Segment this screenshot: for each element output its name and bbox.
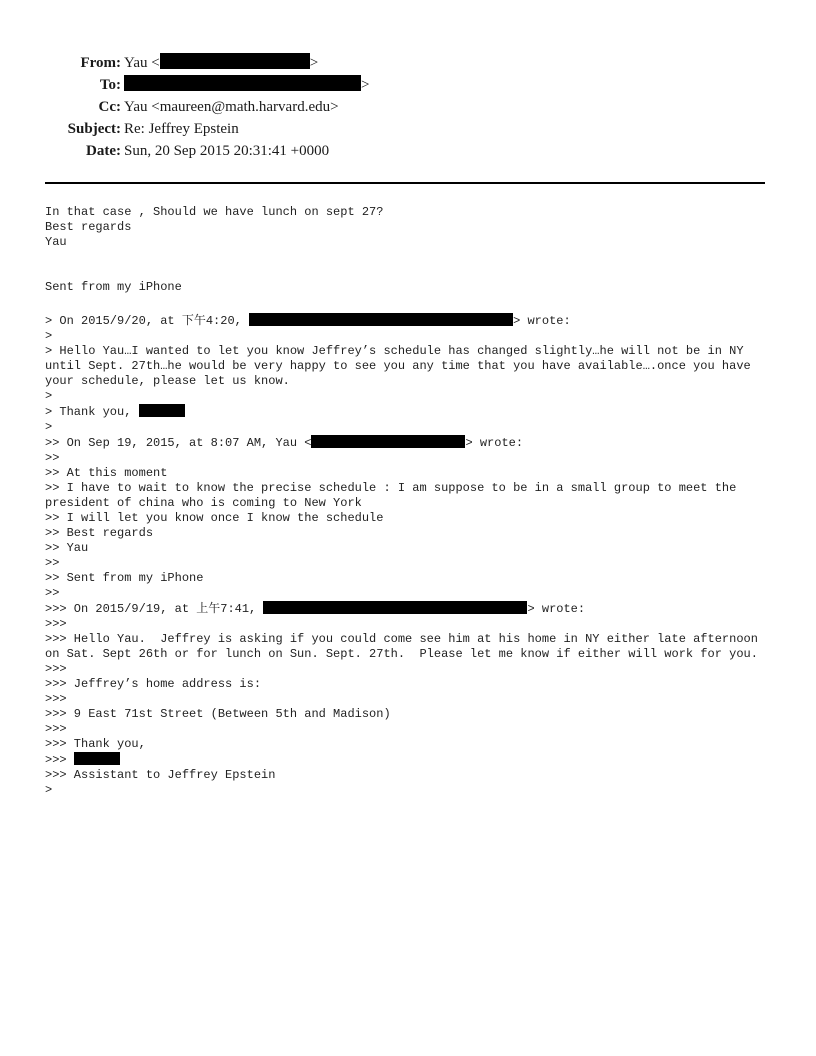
from-value: [124, 52, 318, 74]
quote-header-cjk: 上午: [196, 601, 221, 615]
quote-line: >> I have to wait to know the precise schedule : I am suppose to be in a small group to meet the president of china who is coming to New York: [45, 481, 744, 510]
quote-header-prefix: > On 2015/9/20, at: [45, 314, 182, 328]
subject-label: Subject:: [67, 121, 121, 137]
to-value: [124, 74, 369, 96]
cc-value: Yau <maureen@math.harvard.edu>: [124, 99, 339, 115]
quote-header-prefix: >>> On 2015/9/19, at: [45, 602, 197, 616]
quote-header-prefix: >> On Sep 19, 2015, at 8:07 AM, Yau <: [45, 436, 312, 450]
quote-line: >>> Assistant to Jeffrey Epstein: [45, 768, 276, 782]
thanks-text: > Thank you,: [45, 405, 139, 419]
quote-line: >> Yau: [45, 541, 89, 555]
quote-line: >>: [45, 451, 60, 465]
blank-line: [45, 265, 775, 280]
quote-line: >> Best regards: [45, 526, 154, 540]
quote-line: >: [45, 389, 53, 403]
header-divider: [45, 182, 765, 184]
to-close: >: [361, 77, 370, 93]
email-body: [45, 205, 775, 798]
quote-line: >>: [45, 556, 60, 570]
quote-header-suffix: > wrote:: [527, 602, 586, 616]
quote-line: >>> Thank you,: [45, 737, 146, 751]
quote-line: >> Sent from my iPhone: [45, 571, 204, 585]
body-line: Best regards: [45, 220, 132, 234]
quote-line: >>: [45, 586, 60, 600]
date-value: Sun, 20 Sep 2015 20:31:41 +0000: [124, 143, 330, 159]
body-line: In that case , Should we have lunch on sept 27?: [45, 205, 384, 219]
quote-line: >>> 9 East 71st Street (Between 5th and Madison): [45, 707, 391, 721]
redaction-bar: [249, 313, 513, 326]
to-label: To:: [99, 77, 121, 93]
redaction-bar: [139, 404, 185, 417]
subject-row: [0, 118, 816, 140]
email-header: [0, 52, 816, 162]
signature-prefix: >>>: [45, 753, 74, 767]
redaction-bar: [311, 435, 465, 448]
body-line: Sent from my iPhone: [45, 280, 182, 294]
redaction-bar: [263, 601, 527, 614]
quote-line: >>> Jeffrey’s home address is:: [45, 677, 262, 691]
quote-header-time: 4:20,: [205, 314, 250, 328]
redaction-bar: [74, 752, 120, 765]
quote-line: >> At this moment: [45, 466, 168, 480]
from-row: [0, 52, 816, 74]
quote-header-cjk: 下午: [181, 313, 206, 327]
quote-line: >>>: [45, 617, 67, 631]
quote-line: >>>: [45, 722, 67, 736]
date-row: [0, 140, 816, 162]
date-label: Date:: [86, 143, 121, 159]
quote-header-line: [45, 313, 775, 329]
redaction-bar: [160, 53, 310, 69]
quote-header-line: [45, 435, 775, 451]
quote-line: >> I will let you know once I know the schedule: [45, 511, 384, 525]
blank-line: [45, 295, 775, 310]
from-close: >: [309, 55, 319, 71]
blank-line: [45, 250, 775, 265]
to-row: [0, 74, 816, 96]
quote-line: >>>: [45, 692, 67, 706]
redaction-bar: [124, 75, 361, 91]
from-name: Yau <: [124, 55, 160, 71]
from-label: From:: [80, 55, 121, 71]
quote-line: >>> Hello Yau. Jeffrey is asking if you could come see him at his home in NY either late afternoon on Sat. Sept 26th or for lunch on Sun. Sept. 27th. Please let me know if either will work for you.: [45, 632, 766, 661]
quote-line: >>>: [45, 662, 67, 676]
quote-line: >: [45, 783, 53, 797]
quote-line: >: [45, 329, 53, 343]
quote-header-suffix: > wrote:: [465, 436, 524, 450]
quote-line: > Hello Yau…I wanted to let you know Jeffrey’s schedule has changed slightly…he will not be in NY until Sept. 27th…he would be very happy to see you any time that you have available….once you have your schedule, please let us know.: [45, 344, 758, 388]
quote-header-suffix: > wrote:: [513, 314, 571, 328]
quote-line: [45, 752, 775, 768]
body-line: Yau: [45, 235, 67, 249]
cc-label: Cc:: [98, 99, 121, 115]
subject-value: Re: Jeffrey Epstein: [124, 121, 239, 137]
quote-header-line: [45, 601, 775, 617]
quote-header-time: 7:41,: [220, 602, 264, 616]
quote-line: >: [45, 420, 53, 434]
quote-line: [45, 404, 775, 420]
cc-row: [0, 96, 816, 118]
